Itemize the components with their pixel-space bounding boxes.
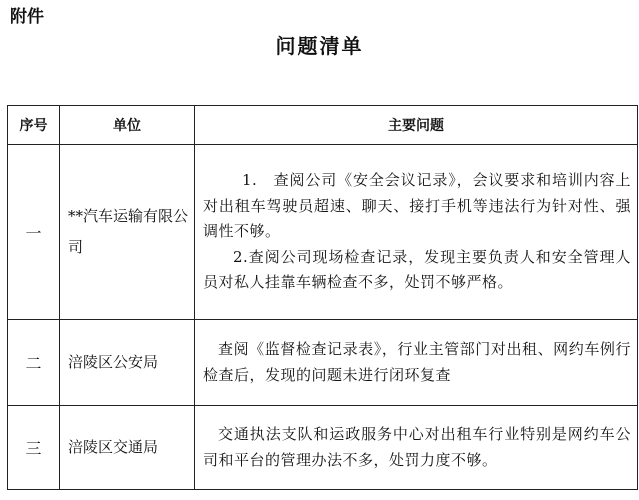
- issue-table: [7, 105, 638, 490]
- issue-item: 查阅《监督检查记录表》，行业主管部门对出租、网约车例行检查后，发现的问题未进行闭环复查: [203, 340, 631, 384]
- table-row: [8, 406, 638, 490]
- issue-item: 交通执法支队和运政服务中心对出租车行业特别是网约车公司和平台的管理办法不多，处罚力度不够。: [203, 425, 631, 469]
- attachment-label: 附件: [10, 7, 44, 27]
- row-unit: **汽车运输有限公司: [60, 145, 195, 320]
- table-row: [8, 145, 638, 320]
- table-row: [8, 320, 638, 406]
- column-header-no: 序号: [8, 106, 60, 145]
- issue-item: 2.查阅公司现场检查记录，发现主要负责人和安全管理人员对私人挂靠车辆检查不多，处罚不够严格。: [203, 247, 631, 292]
- column-header-unit: 单位: [60, 106, 195, 145]
- issue-item: 1. 查阅公司《安全会议记录》，会议要求和培训内容上对出租车驾驶员超速、聊天、接打手机等违法行为针对性、强调性不够。: [203, 171, 631, 241]
- row-issues: [195, 406, 638, 490]
- row-issues: [195, 320, 638, 406]
- row-unit: 涪陵区公安局: [60, 320, 195, 406]
- row-number: 二: [8, 320, 60, 406]
- row-issues: [195, 145, 638, 320]
- document-title: 问题清单: [275, 34, 364, 58]
- table-header-row: [8, 106, 638, 145]
- row-number: 一: [8, 145, 60, 320]
- row-number: 三: [8, 406, 60, 490]
- column-header-issues: 主要问题: [195, 106, 638, 145]
- row-unit: 涪陵区交通局: [60, 406, 195, 490]
